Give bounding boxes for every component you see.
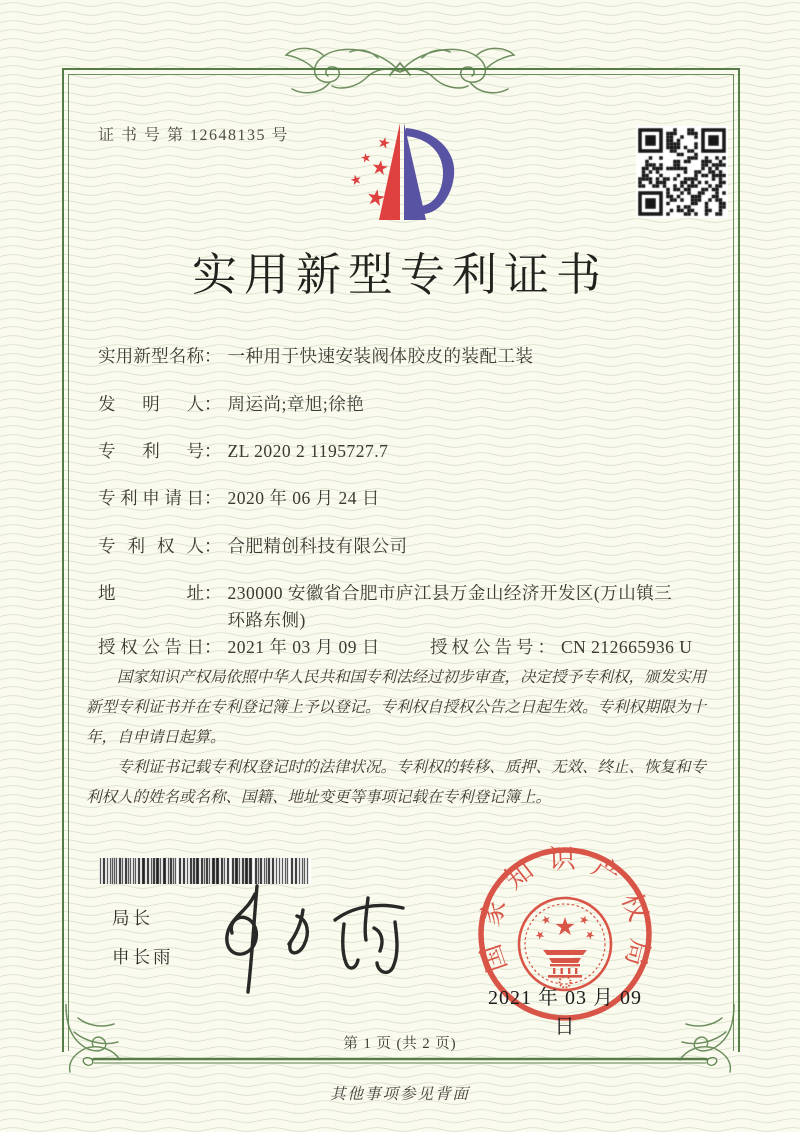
grant-number-group: 授权公告号： CN 212665936 U bbox=[430, 634, 692, 661]
corner-flourish-right bbox=[654, 1004, 752, 1076]
top-flourish-ornament bbox=[278, 40, 522, 98]
field-row-utility-model-name: 实用新型名称： 一种用于快速安装阀体胶皮的装配工装 bbox=[98, 343, 534, 370]
field-value: 2020 年 06 月 24 日 bbox=[227, 488, 380, 508]
field-row-address: 地址： 230000 安徽省合肥市庐江县万金山经济开发区(万山镇三环路东侧) bbox=[98, 580, 680, 634]
corner-flourish-left bbox=[48, 1004, 146, 1076]
field-row-patentee: 专利权人： 合肥精创科技有限公司 bbox=[98, 533, 408, 560]
cnipa-logo bbox=[333, 110, 473, 238]
seal-national-emblem bbox=[519, 898, 611, 990]
field-value: 230000 安徽省合肥市庐江县万金山经济开发区(万山镇三环路东侧) bbox=[227, 583, 673, 630]
field-label: 授权公告号 bbox=[430, 637, 538, 657]
signer-title: 局长 bbox=[112, 908, 153, 928]
field-row-patent-number: 专利号： ZL 2020 2 1195727.7 bbox=[98, 438, 388, 465]
legal-text-block bbox=[86, 663, 712, 813]
field-label: 专利权人 bbox=[98, 536, 204, 556]
field-value: 2021 年 03 月 09 日 bbox=[227, 637, 380, 657]
field-value: ZL 2020 2 1195727.7 bbox=[227, 441, 389, 461]
signature-autograph bbox=[215, 878, 443, 998]
field-label: 专利号 bbox=[98, 441, 204, 461]
signer-name: 申长雨 bbox=[112, 947, 174, 967]
field-label: 发明人 bbox=[98, 394, 204, 414]
field-value: 一种用于快速安装阀体胶皮的装配工装 bbox=[227, 346, 534, 366]
field-row-grant: 授权公告日： 2021 年 03 月 09 日 授权公告号： CN 212665936 U bbox=[98, 634, 718, 661]
logo-stars bbox=[333, 110, 391, 207]
field-row-inventor: 发明人： 周运尚;章旭;徐艳 bbox=[98, 391, 364, 418]
seal-date: 2021 年 03 月 09 日 bbox=[488, 987, 642, 1038]
certificate-number: 证 书 号 第 12648135 号 bbox=[98, 127, 290, 144]
field-label: 授权公告日 bbox=[98, 637, 204, 657]
qr-code bbox=[636, 126, 728, 218]
field-label: 专利申请日 bbox=[98, 488, 204, 508]
certificate-title: 实用新型专利证书 bbox=[191, 250, 608, 300]
legal-paragraph-2: 专利证书记载专利权登记时的法律状况。专利权的转移、质押、无效、终止、恢复和专利权人的姓名或名称、国籍、地址变更等事项记载在专利登记簿上。 bbox=[86, 759, 707, 806]
field-label: 实用新型名称 bbox=[98, 346, 204, 366]
legal-paragraph-1: 国家知识产权局依照中华人民共和国专利法经过初步审查，决定授予专利权，颁发实用新型专利证书并在专利登记簿上予以登记。专利权自授权公告之日起生效。专利权期限为十年，自申请日起算。 bbox=[86, 669, 707, 746]
seal-text: 国家知识产权局 bbox=[474, 843, 656, 976]
back-note: 其他事项参见背面 bbox=[329, 1086, 470, 1103]
field-value: CN 212665936 U bbox=[561, 637, 693, 657]
page-number: 第 1 页 (共 2 页) bbox=[343, 1036, 457, 1052]
footer-rule bbox=[78, 1053, 722, 1071]
field-label: 地址 bbox=[98, 583, 204, 603]
field-row-filing-date: 专利申请日： 2020 年 06 月 24 日 bbox=[98, 485, 380, 512]
field-value: 合肥精创科技有限公司 bbox=[227, 536, 408, 556]
field-value: 周运尚;章旭;徐艳 bbox=[227, 394, 365, 414]
